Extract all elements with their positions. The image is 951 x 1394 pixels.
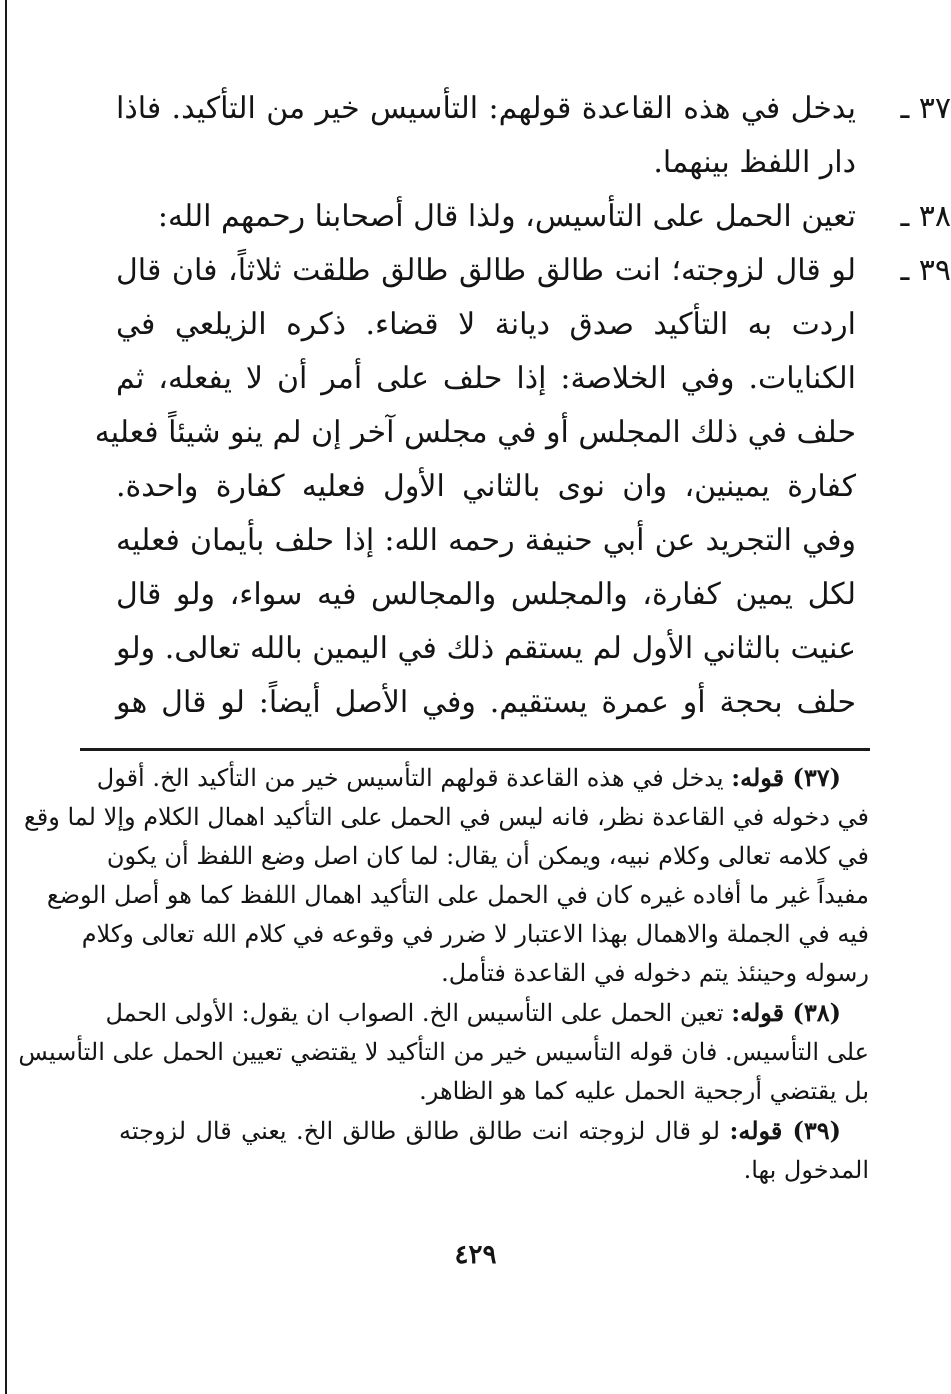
footnote-line: بل يقتضي أرجحية الحمل عليه كما هو الظاهر. — [419, 1077, 869, 1105]
footnote-line: في دخوله في القاعدة نظر، فانه ليس في الحمل على التأكيد اهمال الكلام وإلا لما وقع — [24, 803, 869, 831]
entry-number: ٣٧ ـ — [900, 91, 951, 126]
footnote-line: المدخول بها. — [743, 1156, 869, 1184]
entry-line: حلف بحجة أو عمرة يستقيم. وفي الأصل أيضاً: لو قال هو — [116, 685, 856, 720]
footnote-line: في كلامه تعالى وكلام نبيه، ويمكن أن يقال: لما كان اصل وضع اللفظ أن يكون — [106, 842, 869, 870]
entry-line: حلف في ذلك المجلس أو في مجلس آخر إن لم ينو شيئاً فعليه — [94, 415, 856, 450]
entry-number: ٣٨ ـ — [900, 199, 951, 234]
footnote-text: لو قال لزوجته انت طالق طالق طالق الخ. يعني قال لزوجته — [119, 1117, 721, 1145]
footnote-head: (٣٩) قوله: — [729, 1116, 841, 1145]
entry-number: ٣٩ ـ — [900, 253, 951, 288]
entry-39 — [94, 244, 951, 730]
main-text — [94, 82, 951, 730]
entry-38 — [116, 190, 951, 244]
entry-line: الكنايات. وفي الخلاصة: إذا حلف على أمر أن لا يفعله، ثم — [116, 361, 856, 396]
entry-line: يدخل في هذه القاعدة قولهم: التأسيس خير من التأكيد. فاذا — [116, 91, 856, 126]
footnote-line — [96, 758, 869, 798]
entry-line: تعين الحمل على التأسيس، ولذا قال أصحابنا رحمهم الله: — [157, 199, 856, 234]
footnote-text: يدخل في هذه القاعدة قولهم التأسيس خير من التأكيد الخ. أقول — [96, 764, 724, 792]
entry-line: عنيت بالثاني الأول لم يستقم ذلك في اليمين بالله تعالى. ولو — [116, 631, 856, 666]
footnote-line: رسوله وحينئذ يتم دخوله في القاعدة فتأمل. — [441, 959, 869, 987]
footnotes — [18, 758, 869, 1190]
footnote-39 — [119, 1111, 869, 1190]
footnote-line — [119, 1111, 869, 1151]
entry-line: لو قال لزوجته؛ انت طالق طالق طالق طلقت ثلاثاً، فان قال — [116, 253, 856, 288]
footnote-separator — [80, 748, 870, 751]
entry-line: كفارة يمينين، وان نوى بالثاني الأول فعليه كفارة واحدة. — [116, 469, 856, 504]
entry-line: اردت به التأكيد صدق ديانة لا قضاء. ذكره الزيلعي في — [116, 307, 856, 342]
footnote-line — [105, 993, 869, 1033]
entry-37 — [116, 82, 951, 190]
footnote-line: مفيداً غير ما أفاده غيره كان في الحمل على التأكيد اهمال اللفظ كما هو أصل الوضع — [46, 881, 869, 909]
footnote-line: فيه في الجملة والاهمال بهذا الاعتبار لا ضرر في وقوعه في كلام الله تعالى وكلام — [81, 920, 869, 948]
footnote-head: (٣٨) قوله: — [731, 998, 841, 1027]
entry-line: دار اللفظ بينهما. — [653, 145, 856, 180]
footnote-head: (٣٧) قوله: — [731, 763, 841, 792]
footnote-37 — [24, 758, 869, 993]
entry-line: لكل يمين كفارة، والمجلس والمجالس فيه سواء، ولو قال — [116, 577, 856, 612]
footnote-text: تعين الحمل على التأسيس الخ. الصواب ان يقول: الأولى الحمل — [105, 999, 724, 1027]
footnote-line: على التأسيس. فان قوله التأسيس خير من التأكيد لا يقتضي تعيين الحمل على التأسيس — [18, 1038, 869, 1066]
page-number: ٤٢٩ — [454, 1240, 497, 1270]
footnote-38 — [18, 993, 869, 1111]
entry-line: وفي التجريد عن أبي حنيفة رحمه الله: إذا حلف بأيمان فعليه — [116, 523, 856, 558]
